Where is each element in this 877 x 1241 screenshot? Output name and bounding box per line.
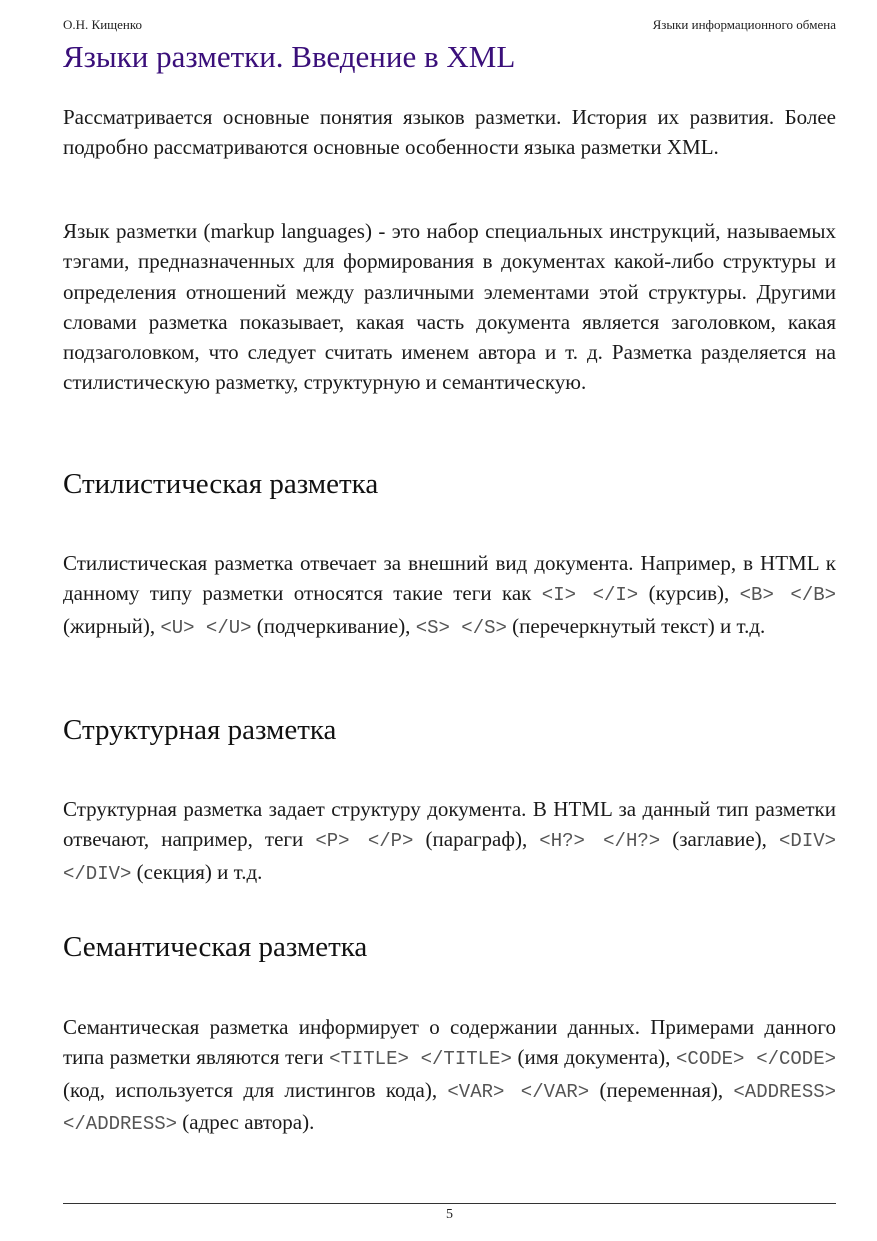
- section-heading-stylistic: Стилистическая разметка: [63, 468, 379, 500]
- structural-text-3: (заглавие),: [672, 827, 767, 852]
- code-paragraph-tag: <P> </P>: [315, 830, 414, 853]
- semantic-text-3: (код, используется для листингов кода),: [63, 1077, 438, 1102]
- semantic-text-1: Семантическая разметка информирует о содержании данных. Примерами данного типа разметки являются теги: [63, 1015, 836, 1070]
- document-page: [63, 0, 836, 1241]
- structural-text-1: Структурная разметка задает структуру документа. В HTML за данный тип разметки отвечают, например, теги: [63, 797, 836, 852]
- semantic-text-2: (имя документа),: [517, 1045, 671, 1070]
- document-title: Языки разметки. Введение в XML: [63, 39, 516, 74]
- semantic-text-5: (адрес автора).: [182, 1109, 315, 1134]
- stylistic-text-5: (перечеркнутый текст) и т.д.: [512, 613, 766, 638]
- code-italic-tag: <I> </I>: [541, 584, 639, 607]
- semantic-text-4: (переменная),: [599, 1077, 724, 1102]
- structural-text-2: (параграф),: [425, 827, 528, 852]
- code-bold-tag: <B> </B>: [739, 584, 837, 607]
- footer-divider: [63, 1203, 836, 1204]
- code-div-tag: <DIV> </DIV>: [63, 830, 837, 885]
- stylistic-text-2: (курсив),: [648, 581, 730, 606]
- semantic-paragraph: [63, 1012, 836, 1139]
- stylistic-text-3: (жирный),: [63, 613, 156, 638]
- header-course: Языки информационного обмена: [652, 17, 836, 32]
- stylistic-text-4: (подчеркивание),: [256, 613, 411, 638]
- stylistic-paragraph: [63, 548, 836, 643]
- code-strike-tag: <S> </S>: [415, 616, 507, 639]
- section-heading-semantic: Семантическая разметка: [63, 931, 368, 963]
- definition-paragraph: Язык разметки (markup languages) - это набор специальных инструкций, называемых тэгами, предназначенных для формирования в документах какой-либо структуры и определения отношений между различными элементами этой структуры. Другими словами разметка показывает, какая часть документа является заголовком, какая подзаголовком, что следует считать именем автора и т. д. Разметка разделяется на стилистическую разметку, структурную и семантическую.: [63, 219, 836, 395]
- running-header: [63, 17, 836, 33]
- code-heading-tag: <H?> </H?>: [539, 830, 661, 853]
- section-heading-structural: Структурная разметка: [63, 714, 337, 746]
- abstract-paragraph: Рассматривается основные понятия языков разметки. История их развития. Более подробно рассматриваются основные особенности языка разметки XML.: [63, 105, 836, 160]
- page-number: 5: [446, 1207, 453, 1222]
- code-var-tag: <VAR> </VAR>: [447, 1080, 590, 1103]
- stylistic-text-1: Стилистическая разметка отвечает за внешний вид документа. Например, в HTML к данному типу разметки относятся такие теги как: [63, 551, 836, 606]
- code-title-tag: <TITLE> </TITLE>: [329, 1048, 512, 1071]
- structural-text-4: (секция) и т.д.: [136, 859, 263, 884]
- code-code-tag: <CODE> </CODE>: [676, 1048, 837, 1071]
- code-address-tag: <ADDRESS> </ADDRESS>: [63, 1080, 837, 1135]
- header-author: О.Н. Кищенко: [63, 17, 143, 32]
- structural-paragraph: [63, 794, 836, 889]
- code-underline-tag: <U> </U>: [160, 616, 252, 639]
